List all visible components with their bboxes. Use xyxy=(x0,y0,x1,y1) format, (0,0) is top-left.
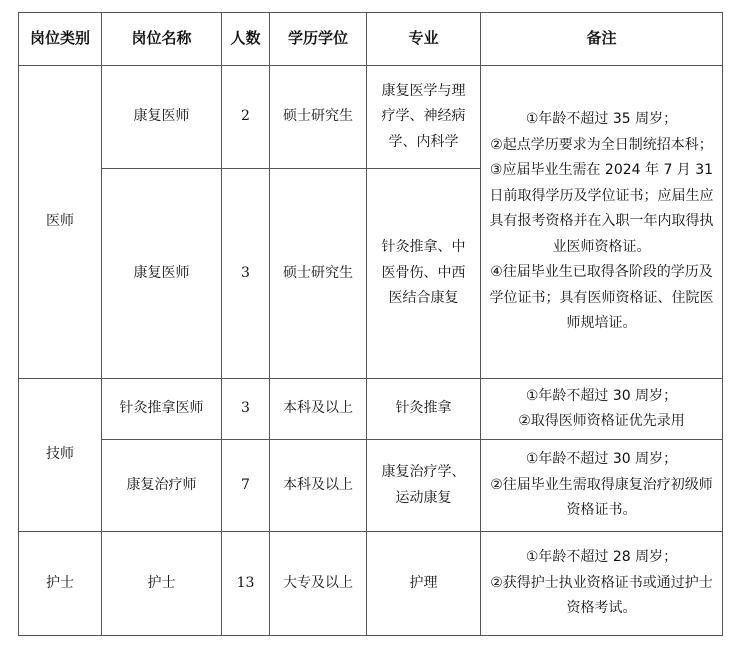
header-education: 学历学位 xyxy=(270,13,367,66)
count-cell: 13 xyxy=(222,532,270,636)
header-remarks: 备注 xyxy=(481,13,723,66)
header-count: 人数 xyxy=(222,13,270,66)
count-cell: 7 xyxy=(222,440,270,532)
major-line: 康复医学与理 xyxy=(381,82,466,99)
major-cell: 护理 xyxy=(367,532,481,636)
category-cell: 技师 xyxy=(19,379,102,532)
category-cell: 医师 xyxy=(19,66,102,379)
major-cell: 针灸推拿 xyxy=(367,379,481,440)
header-position: 岗位名称 xyxy=(102,13,222,66)
major-line: 针灸推拿、中 xyxy=(381,239,466,256)
header-major: 专业 xyxy=(367,13,481,66)
education-cell: 本科及以上 xyxy=(270,379,367,440)
table-row xyxy=(19,379,723,440)
remark-line: ①年龄不超过 28 周岁； xyxy=(525,549,678,566)
remark-line: ①年龄不超过 30 周岁； xyxy=(525,451,678,468)
remark-line: ②获得护士执业资格证书或通过护士资格考试。 xyxy=(490,574,713,617)
remarks-cell xyxy=(481,66,723,379)
education-cell: 硕士研究生 xyxy=(270,169,367,379)
count-cell: 2 xyxy=(222,66,270,169)
major-line: 康复治疗学、 xyxy=(381,464,466,480)
table-row xyxy=(19,66,723,169)
table-row xyxy=(19,532,723,636)
major-line: 医骨伤、中西 xyxy=(381,264,466,281)
header-row xyxy=(19,13,723,66)
major-line: 疗学、神经病 xyxy=(381,108,466,125)
position-cell: 康复治疗师 xyxy=(102,440,222,532)
table-row xyxy=(19,440,723,532)
education-cell: 本科及以上 xyxy=(270,440,367,532)
header-category: 岗位类别 xyxy=(19,13,102,66)
education-cell: 硕士研究生 xyxy=(270,66,367,169)
remark-line: ②起点学历要求为全日制统招本科； xyxy=(490,136,713,153)
remark-line: ②往届毕业生需取得康复治疗初级师资格证书。 xyxy=(490,476,713,519)
position-cell: 康复医师 xyxy=(102,66,222,169)
position-cell: 针灸推拿医师 xyxy=(102,379,222,440)
remarks-cell xyxy=(481,379,723,440)
education-cell: 大专及以上 xyxy=(270,532,367,636)
remark-line: ③应届毕业生需在 2024 年 7 月 31日前取得学历及学位证书；应届生应具有报考资格并在入职一年内取得执业医师资格证。 xyxy=(489,162,714,255)
major-line: 医结合康复 xyxy=(388,290,459,307)
major-line: 学、内科学 xyxy=(388,133,459,150)
remark-line: ①年龄不超过 35 周岁； xyxy=(525,111,678,128)
remark-line: ②取得医师资格证优先录用 xyxy=(518,413,685,429)
remarks-cell xyxy=(481,440,723,532)
major-cell xyxy=(367,440,481,532)
remarks-cell xyxy=(481,532,723,636)
major-cell xyxy=(367,66,481,169)
major-cell xyxy=(367,169,481,379)
count-cell: 3 xyxy=(222,379,270,440)
remark-line: ④往届毕业生已取得各阶段的学历及学位证书；具有医师资格证、住院医师规培证。 xyxy=(489,264,714,332)
count-cell: 3 xyxy=(222,169,270,379)
category-cell: 护士 xyxy=(19,532,102,636)
recruitment-table xyxy=(18,12,723,636)
position-cell: 康复医师 xyxy=(102,169,222,379)
major-line: 运动康复 xyxy=(395,489,452,506)
position-cell: 护士 xyxy=(102,532,222,636)
remark-line: ①年龄不超过 30 周岁； xyxy=(525,387,678,404)
